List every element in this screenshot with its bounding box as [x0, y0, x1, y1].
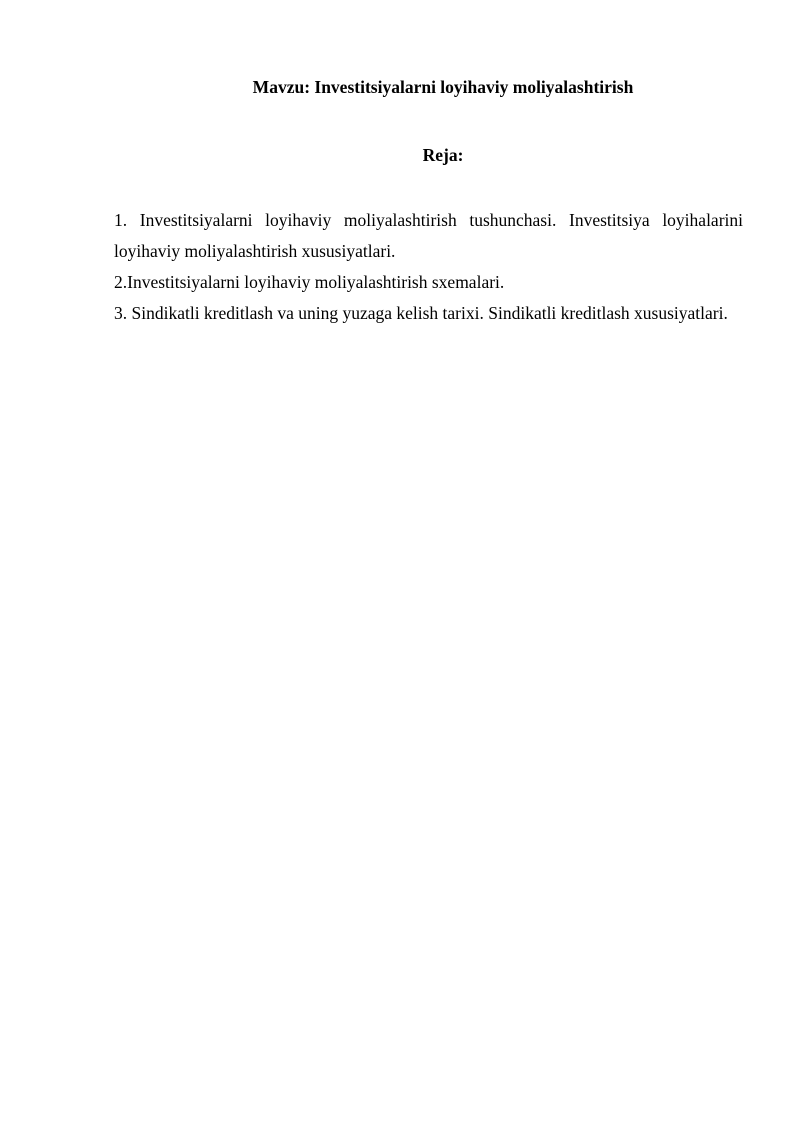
plan-item: 2.Investitsiyalarni loyihaviy moliyalashtirish sxemalari.	[114, 272, 505, 292]
plan-item: 1. Investitsiyalarni loyihaviy moliyalashtirish tushunchasi. Investitsiya loyihalarini loyihaviy moliyalashtirish xususiyatlari.	[114, 210, 743, 261]
document-title: Mavzu: Investitsiyalarni loyihaviy moliyalashtirish	[252, 77, 634, 97]
plan-heading: Reja:	[422, 145, 464, 165]
plan-list	[114, 205, 743, 329]
plan-item: 3. Sindikatli kreditlash va uning yuzaga kelish tarixi. Sindikatli kreditlash xususiyatlari.	[114, 303, 728, 323]
